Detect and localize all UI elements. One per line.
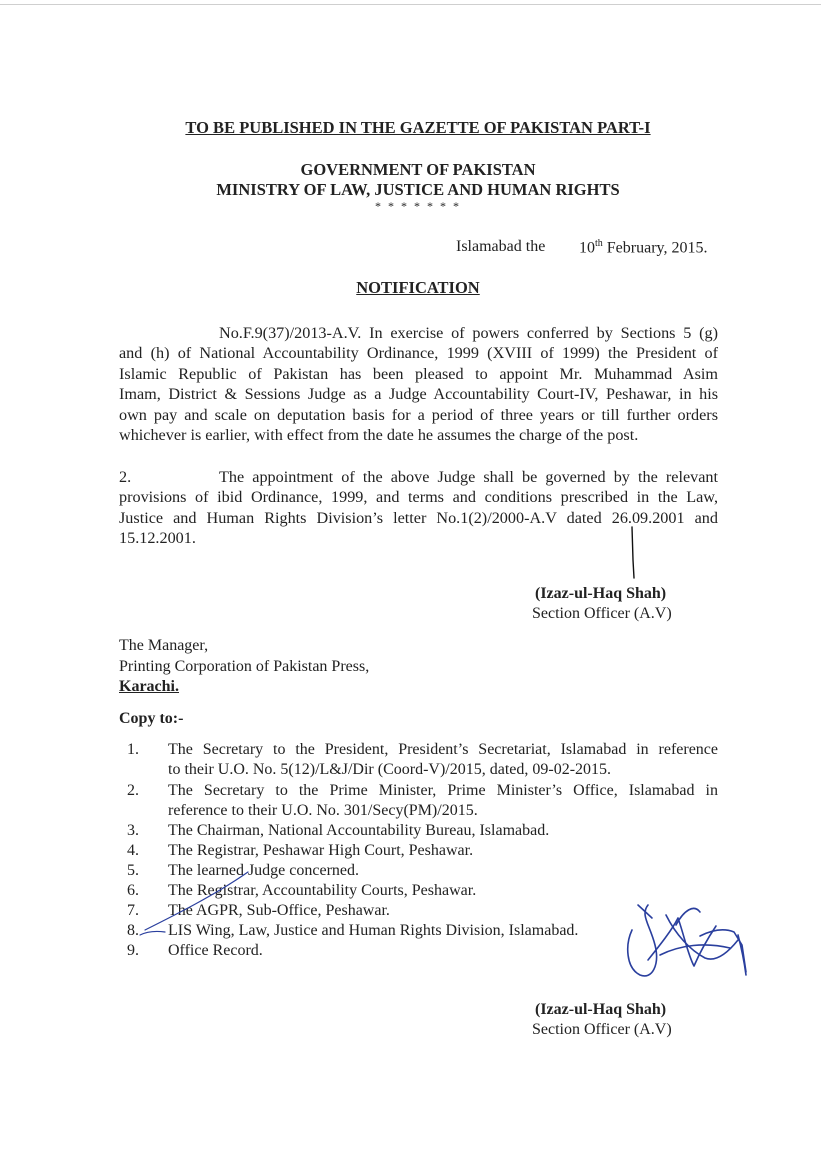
pen-underline-stroke — [140, 931, 165, 935]
paragraph-line: provisions of ibid Ordinance, 1999, and terms and conditions prescribed in the Law, — [119, 488, 718, 507]
addressee-line-2: Printing Corporation of Pakistan Press, — [119, 658, 370, 675]
separator-stars: * * * * * * * — [375, 199, 461, 213]
date-day-suffix: th — [595, 238, 603, 249]
gazette-heading: TO BE PUBLISHED IN THE GAZETTE OF PAKISTAN PART-I — [185, 118, 651, 137]
paragraph-line: 2. The appointment of the above Judge shall be governed by the relevant — [119, 468, 718, 486]
paragraph-line: Justice and Human Rights Division’s letter No.1(2)/2000-A.V dated 26.09.2001 and — [119, 508, 718, 527]
paragraph-line: and (h) of National Accountability Ordinance, 1999 (XVIII of 1999) the President of — [119, 344, 718, 363]
paragraph-line: whichever is earlier, with effect from the date he assumes the charge of the post. — [119, 426, 639, 445]
paragraph-number: 2. — [119, 468, 132, 486]
government-heading: GOVERNMENT OF PAKISTAN — [300, 160, 536, 179]
notification-title: NOTIFICATION — [356, 278, 480, 297]
signatory-name-2: (Izaz-ul-Haq Shah) — [535, 1001, 667, 1018]
date-month-year: February, 2015. — [606, 239, 708, 257]
document-page: TO BE PUBLISHED IN THE GAZETTE OF PAKISTAN PART-I GOVERNMENT OF PAKISTAN MINISTRY OF LAW, JUSTICE AND HUMAN RIGHTS * * * * * * * Islamabad the 10th February, 2015. NOTIFICATION No.F.9(37)/2013-A.V. In exercise of powers conferred by Sections 5 (g) and (h) of National Accountability Ordinance, 1999 (XVIII of 1999) the President of Islamic Republic of Pakistan has been pleased to appoint Mr. Muhammad Asim Imam, District & Sessions Judge as a Judge Accountability Court-IV, Peshawar, in his own pay and scale on deputation basis for a period of three years or till further orders whichever is earlier, with effect from the date he assumes the charge of the post. 2. The appointment of the above Judge shall be governed by the relevant provisions of ibid Ordinance, 1999, and terms and conditions prescribed in the Law, Justice and Human Rights Division’s letter No.1(2)/2000-A.V dated 26.09.2001 and 15.12.2001. (Izaz-ul-Haq Shah) Section Officer (A.V) The Manager, Printing Corporation of Pakistan Press, Karachi. Copy to:- 1. The Secretary to the President, President’s Secretariat, Islamabad in reference to their U.O. No. 5(12)/L&J/Dir (Coord-V)/2015, dated, 09-02-2015. 2. The Secretary to the Prime Minister, Prime Minister’s Office, Islamabad in reference to their U.O. No. 301/Secy(PM)/2015. 3. The Chairman, National Accountability Bureau, Islamabad. 4. The Registrar, Peshawar High Court, Peshawar. 5. The learned Judge concerned. 6. The Registrar, Accountability Courts, Peshawar. 7. The AGPR, Sub-Office, Peshawar. 8. LIS Wing, Law, Justice and Human Rights Division, Islamabad. 9. Office Record. (Izaz-ul-Haq Shah) Section Officer (A.V) — [0, 0, 821, 1153]
paragraph-line: Islamic Republic of Pakistan has been pleased to appoint Mr. Muhammad Asim — [119, 364, 718, 383]
signatory-title-2: Section Officer (A.V) — [532, 1021, 672, 1038]
addressee-city: Karachi. — [119, 678, 179, 695]
pen-tick-mark — [632, 527, 634, 578]
paragraph-line: No.F.9(37)/2013-A.V. In exercise of powers conferred by Sections 5 (g) — [219, 324, 718, 342]
copy-to-heading: Copy to:- — [119, 710, 184, 727]
addressee-line-1: The Manager, — [119, 637, 209, 654]
pen-check-stroke — [145, 872, 248, 930]
signatory-name-1: (Izaz-ul-Haq Shah) — [535, 585, 667, 602]
date-day: 10 — [579, 239, 595, 257]
paragraph-line: Imam, District & Sessions Judge as a Judge Accountability Court-IV, Peshawar, in his — [119, 385, 718, 404]
dateline-place: Islamabad the — [456, 238, 546, 255]
signatory-title-1: Section Officer (A.V) — [532, 605, 672, 622]
paragraph-line: 15.12.2001. — [119, 529, 196, 548]
paragraph-line: own pay and scale on deputation basis for a period of three years or till further orders — [119, 405, 718, 424]
ministry-heading: MINISTRY OF LAW, JUSTICE AND HUMAN RIGHTS — [216, 180, 620, 199]
handwritten-signature — [628, 905, 746, 976]
